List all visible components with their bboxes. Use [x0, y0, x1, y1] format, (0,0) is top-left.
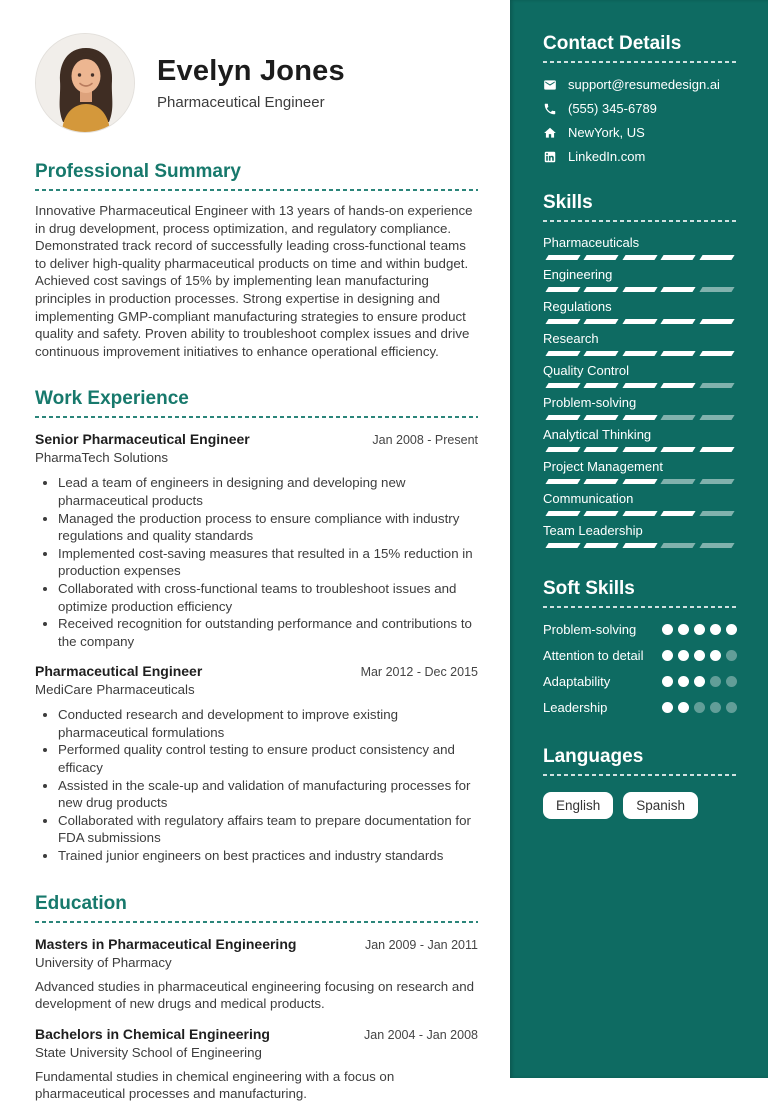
summary-heading: Professional Summary	[35, 161, 241, 182]
job-entry-head	[35, 431, 478, 447]
rating-dot-filled	[694, 650, 705, 661]
contact-text: LinkedIn.com	[568, 149, 646, 164]
dashed-divider	[35, 189, 478, 191]
job-entry	[35, 663, 478, 864]
soft-skill-item	[543, 647, 737, 664]
bullet-item: • Collaborated with cross-functional teams to troubleshoot issues and optimize production efficiency	[58, 580, 478, 615]
skill-item	[543, 331, 737, 356]
bar-segment-filled	[545, 447, 581, 452]
skill-item	[543, 299, 737, 324]
bullet-item: • Received recognition for outstanding performance and contributions to the company	[58, 615, 478, 650]
section-languages	[543, 746, 737, 819]
education-heading: Education	[35, 892, 127, 914]
bar-segment-filled	[622, 287, 658, 292]
skill-level-bar	[543, 319, 737, 324]
bar-segment-filled	[622, 543, 658, 548]
job-dates: Mar 2012 - Dec 2015	[360, 665, 478, 680]
section-education	[35, 893, 478, 1103]
bar-segment-filled	[661, 511, 697, 516]
bullet-item: • Lead a team of engineers in designing and developing new pharmaceutical products	[58, 474, 478, 509]
skill-name: Communication	[543, 491, 634, 506]
contact-item[interactable]	[543, 149, 737, 164]
profile-photo-illustration	[36, 34, 135, 133]
education-description: Advanced studies in pharmaceutical engineering focusing on research and development of new drugs and medical products.	[35, 978, 475, 1012]
bullet-item: • Conducted research and development to improve existing pharmaceutical formulations	[58, 706, 478, 741]
skill-name: Project Management	[543, 459, 663, 474]
skill-name: Engineering	[543, 267, 613, 282]
skill-level-bar	[543, 287, 737, 292]
skill-item	[543, 235, 737, 260]
bar-segment-filled	[622, 479, 658, 484]
rating-dot-filled	[662, 650, 673, 661]
bar-segment-filled	[661, 319, 697, 324]
languages-list	[543, 792, 737, 819]
bar-segment-filled	[584, 511, 620, 516]
job-bullet-list	[35, 474, 478, 650]
soft-skill-name: Adaptability	[543, 674, 611, 689]
skill-level-bar	[543, 511, 737, 516]
rating-dot-filled	[662, 676, 673, 687]
soft-skill-rating	[662, 699, 737, 713]
degree-title: Bachelors in Chemical Engineering	[35, 1025, 270, 1042]
bar-segment-filled	[584, 543, 620, 548]
bar-segment-filled	[584, 319, 620, 324]
contact-text: NewYork, US	[568, 125, 645, 140]
skill-name: Quality Control	[543, 363, 629, 378]
bullet-item: • Trained junior engineers on best practices and industry standards	[58, 847, 478, 865]
skill-name: Problem-solving	[543, 395, 637, 410]
rating-dot-filled	[662, 702, 673, 713]
education-entry-head	[35, 1026, 478, 1042]
bar-segment-empty	[699, 383, 735, 388]
bullet-item: • Collaborated with regulatory affairs team to prepare documentation for FDA submissions	[58, 812, 478, 847]
skill-level-bar	[543, 479, 737, 484]
bar-segment-filled	[545, 383, 581, 388]
contact-item[interactable]	[543, 101, 737, 116]
soft-skill-rating	[662, 673, 737, 687]
school-name: State University School of Engineering	[35, 1044, 262, 1060]
bar-segment-filled	[584, 255, 620, 260]
soft-skill-name: Attention to detail	[543, 648, 644, 663]
contact-text: (555) 345-6789	[568, 101, 657, 116]
dashed-divider	[35, 416, 478, 418]
bar-segment-empty	[661, 415, 697, 420]
contact-list	[543, 77, 737, 164]
skill-item	[543, 267, 737, 292]
person-name: Evelyn Jones	[157, 55, 345, 87]
bar-segment-filled	[622, 319, 658, 324]
skill-level-bar	[543, 543, 737, 548]
bar-segment-filled	[545, 319, 581, 324]
school-name: University of Pharmacy	[35, 954, 172, 970]
bar-segment-filled	[545, 479, 581, 484]
bar-segment-empty	[699, 479, 735, 484]
languages-heading: Languages	[543, 746, 644, 767]
bar-segment-empty	[699, 287, 735, 292]
skill-name: Research	[543, 331, 599, 346]
language-pill[interactable]: English	[543, 792, 613, 819]
bar-segment-filled	[584, 383, 620, 388]
bar-segment-filled	[622, 383, 658, 388]
skill-level-bar	[543, 415, 737, 420]
bar-segment-filled	[584, 351, 620, 356]
rating-dot-filled	[694, 624, 705, 635]
rating-dot-filled	[710, 624, 721, 635]
bar-segment-filled	[622, 351, 658, 356]
section-professional-summary	[35, 161, 478, 360]
bar-segment-empty	[661, 479, 697, 484]
job-company: PharmaTech Solutions	[35, 450, 169, 466]
skill-name: Analytical Thinking	[543, 427, 652, 442]
bar-segment-filled	[622, 447, 658, 452]
profile-photo	[35, 33, 135, 133]
bar-segment-filled	[545, 415, 581, 420]
soft-skill-name: Problem-solving	[543, 622, 637, 637]
bullet-item: • Managed the production process to ensure compliance with industry regulations and quality standards	[58, 510, 478, 545]
soft-skill-item	[543, 621, 737, 638]
education-description: Fundamental studies in chemical engineering with a focus on pharmaceutical processes and manufacturing.	[35, 1068, 395, 1102]
rating-dot-filled	[710, 650, 721, 661]
job-entry-head	[35, 663, 478, 679]
phone-icon	[543, 102, 557, 116]
skill-level-bar	[543, 383, 737, 388]
person-title: Pharmaceutical Engineer	[157, 94, 325, 111]
education-entry-head	[35, 936, 478, 952]
email-icon	[543, 78, 557, 92]
dashed-divider	[543, 774, 737, 776]
bar-segment-filled	[661, 287, 697, 292]
bar-segment-filled	[545, 511, 581, 516]
bar-segment-filled	[699, 351, 735, 356]
skill-item	[543, 363, 737, 388]
work-heading: Work Experience	[35, 388, 189, 410]
section-skills	[543, 192, 737, 548]
soft-skills-heading: Soft Skills	[543, 578, 635, 599]
soft-skill-item	[543, 673, 737, 690]
skill-level-bar	[543, 447, 737, 452]
rating-dot-filled	[662, 624, 673, 635]
soft-skill-item	[543, 699, 737, 716]
rating-dot-empty	[726, 650, 737, 661]
job-dates: Jan 2008 - Present	[372, 433, 478, 448]
section-contact-details	[543, 33, 737, 164]
rating-dot-empty	[710, 702, 721, 713]
skill-level-bar	[543, 255, 737, 260]
bar-segment-filled	[661, 383, 697, 388]
bar-segment-empty	[661, 543, 697, 548]
rating-dot-empty	[710, 676, 721, 687]
resume-header	[35, 33, 478, 133]
soft-skill-rating	[662, 647, 737, 661]
skill-name: Pharmaceuticals	[543, 235, 640, 250]
dashed-divider	[543, 61, 737, 63]
skills-list	[543, 235, 737, 548]
language-pill[interactable]: Spanish	[623, 792, 698, 819]
bullet-item: • Implemented cost-saving measures that resulted in a 15% reduction in production expenses	[58, 545, 478, 580]
bar-segment-filled	[699, 447, 735, 452]
header-text	[157, 55, 345, 111]
education-dates: Jan 2004 - Jan 2008	[364, 1027, 478, 1042]
dashed-divider	[543, 606, 737, 608]
bar-segment-filled	[622, 511, 658, 516]
bar-segment-filled	[622, 415, 658, 420]
skill-name: Regulations	[543, 299, 612, 314]
bar-segment-filled	[699, 319, 735, 324]
education-entry	[35, 1026, 478, 1103]
soft-skill-name: Leadership	[543, 700, 608, 715]
skills-heading: Skills	[543, 192, 593, 213]
bar-segment-filled	[584, 447, 620, 452]
skill-item	[543, 395, 737, 420]
job-entry	[35, 431, 478, 650]
bar-segment-filled	[584, 415, 620, 420]
skill-item	[543, 491, 737, 516]
skill-item	[543, 523, 737, 548]
contact-heading: Contact Details	[543, 33, 682, 54]
bar-segment-filled	[661, 255, 697, 260]
bar-segment-empty	[699, 415, 735, 420]
contact-text: support@resumedesign.ai	[568, 77, 720, 92]
job-title: Senior Pharmaceutical Engineer	[35, 431, 250, 448]
skill-level-bar	[543, 351, 737, 356]
contact-item[interactable]	[543, 77, 737, 92]
job-bullet-list	[35, 706, 478, 864]
rating-dot-filled	[726, 624, 737, 635]
rating-dot-filled	[678, 624, 689, 635]
rating-dot-filled	[678, 650, 689, 661]
contact-item[interactable]	[543, 125, 737, 140]
job-company: MediCare Pharmaceuticals	[35, 682, 195, 698]
bar-segment-filled	[622, 255, 658, 260]
skill-item	[543, 459, 737, 484]
dashed-divider	[543, 220, 737, 222]
job-title: Pharmaceutical Engineer	[35, 663, 203, 680]
bar-segment-filled	[545, 543, 581, 548]
bar-segment-filled	[584, 479, 620, 484]
bar-segment-empty	[699, 511, 735, 516]
jobs-list	[35, 431, 478, 864]
rating-dot-empty	[726, 702, 737, 713]
rating-dot-empty	[726, 676, 737, 687]
education-dates: Jan 2009 - Jan 2011	[364, 937, 478, 952]
bar-segment-filled	[545, 255, 581, 260]
home-icon	[543, 126, 557, 140]
linkedin-icon	[543, 150, 557, 164]
rating-dot-empty	[694, 702, 705, 713]
skill-item	[543, 427, 737, 452]
bar-segment-filled	[545, 287, 581, 292]
dashed-divider	[35, 921, 478, 923]
summary-text: Innovative Pharmaceutical Engineer with 13 years of hands-on experience in drug development, process optimization, and regulatory compliance. Demonstrated track record of successfully leading cross-functional teams to deliver high-quality pharmaceutical products on time and within budget. Achieved cost savings of 15% by implementing lean manufacturing principles in production processes. Strong expertise in designing and implementing GMP-compliant manufacturing strategies to ensure product quality and safety. Proven ability to troubleshoot complex issues and drive continuous improvement initiatives to enhance operational efficiency.	[35, 203, 473, 359]
education-entry	[35, 936, 478, 1013]
bullet-item: • Assisted in the scale-up and validation of manufacturing processes for new drug products	[58, 777, 478, 812]
sidebar	[510, 0, 768, 1078]
soft-skills-list	[543, 621, 737, 716]
bar-segment-empty	[699, 543, 735, 548]
bullet-item: • Performed quality control testing to ensure product consistency and efficacy	[58, 741, 478, 776]
bar-segment-filled	[661, 351, 697, 356]
bar-segment-filled	[584, 287, 620, 292]
bar-segment-filled	[545, 351, 581, 356]
bar-segment-filled	[699, 255, 735, 260]
degree-title: Masters in Pharmaceutical Engineering	[35, 935, 297, 952]
rating-dot-filled	[678, 676, 689, 687]
soft-skill-rating	[662, 621, 737, 635]
rating-dot-filled	[678, 702, 689, 713]
skill-name: Team Leadership	[543, 523, 643, 538]
rating-dot-filled	[694, 676, 705, 687]
section-soft-skills	[543, 578, 737, 716]
bar-segment-filled	[661, 447, 697, 452]
section-work-experience	[35, 388, 478, 864]
